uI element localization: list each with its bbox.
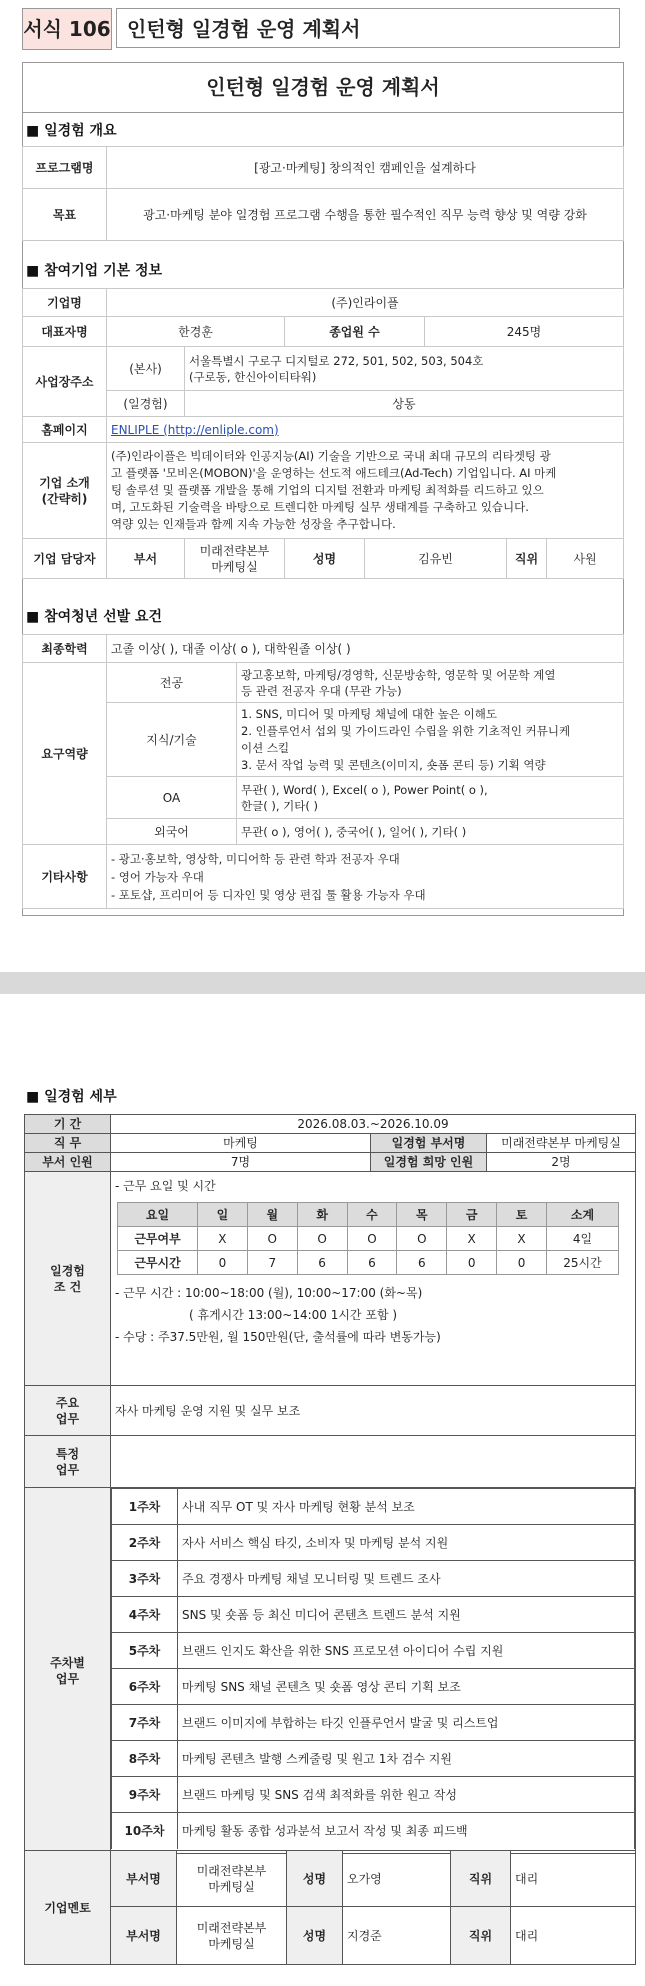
manager-rank: 사원 [547,539,624,579]
intro-line: 며, 고도화된 기술력을 바탕으로 트렌디한 마케팅 실무 생태계를 구축하고 있습니다. [111,500,529,514]
intro-line: (주)인라이플은 빅데이터와 인공지능(AI) 기술을 기반으로 국내 최대 규모의 리타겟팅 광 [111,449,551,463]
schedule-cell: O [247,1227,297,1251]
break-time: ( 휴게시간 13:00~14:00 1시간 포함 ) [189,1308,398,1322]
page-break-divider [0,972,645,994]
job-label: 직 무 [25,1134,111,1153]
etc-line: - 포토샵, 프리미어 등 디자인 및 영상 편집 툴 활용 가능자 우대 [111,887,426,902]
mentor-label: 기업멘토 [25,1851,111,1965]
period-value: 2026.08.03.~2026.10.09 [111,1115,636,1134]
weekly-duty-label-sub: 업무 [55,1671,80,1686]
schedule-header: 목 [397,1203,447,1227]
mentor-rank-label: 직위 [451,1907,511,1965]
main-duty-label-sub: 업무 [55,1411,80,1426]
schedule-cell: 0 [198,1251,248,1275]
week-number: 3주차 [112,1561,178,1597]
schedule-row-label: 근무시간 [118,1251,198,1275]
schedule-cell: 25시간 [547,1251,619,1275]
major-line: 광고홍보학, 마케팅/경영학, 신문방송학, 영문학 및 어문학 계열 [241,667,556,682]
week-task: 브랜드 마케팅 및 SNS 검색 최적화를 위한 원고 작성 [178,1777,635,1813]
section-overview-heading: ■ 일경험 개요 [26,120,117,140]
week-task: 자사 서비스 핵심 타깃, 소비자 및 마케팅 분석 지원 [178,1525,635,1561]
week-task: 브랜드 이미지에 부합하는 타깃 인플루언서 발굴 및 리스트업 [178,1705,635,1741]
condition-title: - 근무 요일 및 시간 [115,1179,216,1193]
employee-count-label: 종업원 수 [285,317,425,347]
detail-summary-table [24,1114,636,1854]
work-dept-value: 미래전략본부 마케팅실 [487,1134,636,1153]
week-task: 브랜드 인지도 확산을 위한 SNS 프로모션 아이디어 수립 지원 [178,1633,635,1669]
weekly-tasks-table [111,1488,635,1849]
hope-label: 일경험 희망 인원 [371,1153,487,1172]
skill-label: 지식/기술 [107,703,237,777]
etc-line: - 광고·홍보학, 영상학, 미디어학 등 관련 학과 전공자 우대 [111,851,400,866]
schedule-cell: O [297,1227,347,1251]
intro-line: 고 플랫폼 '모비온(MOBON)'을 운영하는 선도적 애드테크(Ad-Tech) 기업입니다. AI 마케 [111,466,557,480]
schedule-cell: O [397,1227,447,1251]
homepage-link[interactable]: ENLIPLE (http://enliple.com) [111,422,279,437]
mentor-dept-label: 부서명 [111,1907,177,1965]
schedule-header: 금 [447,1203,497,1227]
week-number: 1주차 [112,1489,178,1525]
document-title: 인턴형 일경험 운영 계획서 [22,62,624,113]
intro-label-sub: (간략히) [41,491,88,506]
mentor-rank: 대리 [511,1907,636,1965]
condition-label-sub: 조 건 [53,1279,82,1294]
language-label: 외국어 [107,819,237,845]
week-number: 7주차 [112,1705,178,1741]
mentor-name: 오가영 [343,1851,451,1907]
job-value: 마케팅 [111,1134,371,1153]
week-number: 8주차 [112,1741,178,1777]
main-duty-value: 자사 마케팅 운영 지원 및 실무 보조 [111,1386,636,1436]
language-value: 무관( o ), 영어( ), 중국어( ), 일어( ), 기타( ) [237,819,624,845]
education-label: 최종학력 [23,635,107,663]
manager-name: 김유빈 [365,539,507,579]
schedule-cell: X [497,1227,547,1251]
hq-address-line2: (구로동, 한신아이티타워) [189,369,317,384]
mentor-dept-line2: 마케팅실 [208,1936,255,1951]
homepage-label: 홈페이지 [23,417,107,443]
work-site-label: (일경험) [107,391,185,417]
manager-rank-label: 직위 [507,539,547,579]
special-duty-label-sub: 업무 [55,1462,80,1477]
section-detail-heading: ■ 일경험 세부 [26,1086,117,1106]
program-label: 프로그램명 [23,147,107,189]
week-number: 2주차 [112,1525,178,1561]
etc-label: 기타사항 [23,845,107,909]
company-name: (주)인라이플 [107,289,624,317]
company-info-table [22,288,624,579]
etc-line: - 영어 가능자 우대 [111,869,204,884]
manager-label: 기업 담당자 [23,539,107,579]
week-task: 마케팅 콘텐츠 발행 스케줄링 및 원고 1차 검수 지원 [178,1741,635,1777]
form-number-tag: 서식 106 [22,8,112,50]
skill-line: 3. 문서 작업 능력 및 콘텐츠(이미지, 숏폼 콘티 등) 기획 역량 [241,757,546,772]
week-number: 4주차 [112,1597,178,1633]
schedule-header: 소계 [547,1203,619,1227]
manager-dept-label: 부서 [107,539,185,579]
schedule-header: 요일 [118,1203,198,1227]
ceo-label: 대표자명 [23,317,107,347]
section-company-heading: ■ 참여기업 기본 정보 [26,260,162,280]
pay-info: - 수당 : 주37.5만원, 월 150만원(단, 출석률에 따라 변동가능) [115,1330,441,1344]
schedule-cell: 0 [497,1251,547,1275]
schedule-cell: 4일 [547,1227,619,1251]
week-task: 주요 경쟁사 마케팅 채널 모니터링 및 트렌드 조사 [178,1561,635,1597]
schedule-cell: 0 [447,1251,497,1275]
special-duty-value [111,1436,636,1488]
address-label: 사업장주소 [23,347,107,417]
mentor-rank-label: 직위 [451,1851,511,1907]
schedule-header: 화 [297,1203,347,1227]
condition-label: 일경험 [50,1263,85,1278]
period-label: 기 간 [25,1115,111,1134]
schedule-cell: 6 [297,1251,347,1275]
schedule-header: 수 [347,1203,397,1227]
skill-line: 이션 스킬 [241,740,290,755]
mentor-rank: 대리 [511,1851,636,1907]
skill-line: 1. SNS, 미디어 및 마케팅 채널에 대한 높은 이해도 [241,706,497,721]
week-number: 6주차 [112,1669,178,1705]
intro-label: 기업 소개 [39,475,90,490]
schedule-table [117,1202,619,1275]
oa-line: 무관( ), Word( ), Excel( o ), Power Point( o ), [241,782,488,797]
skill-line: 2. 인플루언서 섭외 및 가이드라인 수립을 위한 기초적인 커뮤니케 [241,723,571,738]
week-task: 사내 직무 OT 및 자사 마케팅 현황 분석 보조 [178,1489,635,1525]
week-number: 5주차 [112,1633,178,1669]
schedule-header: 토 [497,1203,547,1227]
week-number: 9주차 [112,1777,178,1813]
staff-value: 7명 [111,1153,371,1172]
week-task: 마케팅 활동 종합 성과분석 보고서 작성 및 최종 피드백 [178,1813,635,1849]
schedule-row-label: 근무여부 [118,1227,198,1251]
section-requirements-heading: ■ 참여청년 선발 요건 [26,606,162,626]
mentor-dept-line1: 미래전략본부 [196,1920,267,1935]
intro-line: 역량 있는 인재들과 함께 지속 가능한 성장을 추구합니다. [111,517,396,531]
company-name-label: 기업명 [23,289,107,317]
hq-label: (본사) [107,347,185,391]
manager-name-label: 성명 [285,539,365,579]
program-value: [광고·마케팅] 창의적인 캠페인을 설계하다 [107,147,624,189]
education-value: 고졸 이상( ), 대졸 이상( o ), 대학원졸 이상( ) [107,635,624,663]
manager-dept-line2: 마케팅실 [211,559,258,574]
staff-label: 부서 인원 [25,1153,111,1172]
schedule-header: 월 [247,1203,297,1227]
mentor-table [24,1850,636,1965]
competency-label: 요구역량 [23,663,107,845]
week-task: SNS 및 숏폼 등 최신 미디어 콘텐츠 트렌드 분석 지원 [178,1597,635,1633]
requirements-table [22,634,624,909]
work-site-address: 상동 [185,391,624,417]
schedule-cell: X [198,1227,248,1251]
work-hours: - 근무 시간 : 10:00~18:00 (월), 10:00~17:00 (화~목) [115,1286,423,1300]
work-dept-label: 일경험 부서명 [371,1134,487,1153]
mentor-dept-label: 부서명 [111,1851,177,1907]
mentor-name-label: 성명 [287,1907,343,1965]
schedule-header: 일 [198,1203,248,1227]
main-duty-label: 주요 [55,1395,80,1410]
schedule-cell: 6 [397,1251,447,1275]
intro-line: 팅 솔루션 및 플랫폼 개발을 통해 기업의 디지털 전환과 마케팅 최적화를 리드하고 있으 [111,483,544,497]
weekly-duty-label: 주차별 [50,1655,85,1670]
week-number: 10주차 [112,1813,178,1849]
hq-address-line1: 서울특별시 구로구 디지털로 272, 501, 502, 503, 504호 [189,353,484,368]
schedule-cell: O [347,1227,397,1251]
major-line: 등 관련 전공자 우대 (무관 가능) [241,683,402,698]
employee-count: 245명 [425,317,624,347]
ceo-name: 한경훈 [107,317,285,347]
schedule-cell: 7 [247,1251,297,1275]
mentor-name-label: 성명 [287,1851,343,1907]
special-duty-label: 특정 [55,1446,80,1461]
goal-label: 목표 [23,189,107,241]
overview-table [22,146,624,241]
oa-line: 한글( ), 기타( ) [241,798,319,813]
goal-value: 광고·마케팅 분야 일경험 프로그램 수행을 통한 필수적인 직무 능력 향상 및 역량 강화 [107,189,624,241]
manager-dept-line1: 미래전략본부 [199,543,270,558]
mentor-dept-line1: 미래전략본부 [196,1863,267,1878]
mentor-dept-line2: 마케팅실 [208,1879,255,1894]
week-task: 마케팅 SNS 채널 콘텐츠 및 숏폼 영상 콘티 기획 보조 [178,1669,635,1705]
mentor-name: 지경준 [343,1907,451,1965]
oa-label: OA [107,777,237,819]
schedule-cell: X [447,1227,497,1251]
major-label: 전공 [107,663,237,703]
schedule-cell: 6 [347,1251,397,1275]
form-title: 인턴형 일경험 운영 계획서 [116,8,620,48]
hope-value: 2명 [487,1153,636,1172]
